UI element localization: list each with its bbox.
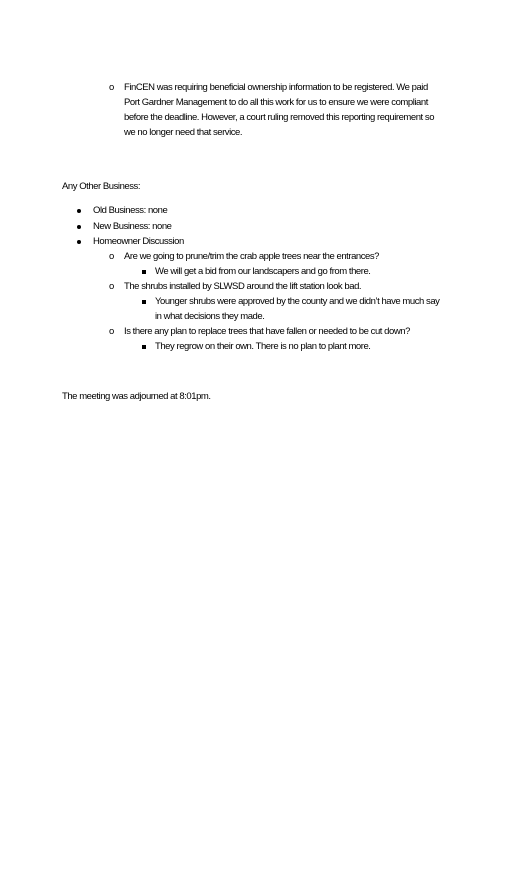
bullet-square-icon <box>142 345 146 349</box>
answer-crab-apple: We will get a bid from our landscapers and go from there. <box>155 266 371 277</box>
bullet-square-icon <box>142 300 146 304</box>
question-replace-trees: Is there any plan to replace trees that have fallen or needed to be cut down? <box>124 326 410 337</box>
fincen-line-1: FinCEN was requiring beneficial ownership information to be registered. We paid <box>124 82 428 93</box>
homeowner-discussion-item: Homeowner Discussion <box>93 236 184 247</box>
sub-bullet-marker: o <box>109 281 115 292</box>
sub-bullet-marker: o <box>109 326 115 337</box>
fincen-line-3: before the deadline. However, a court ruling removed this reporting requirement so <box>124 112 435 123</box>
bullet-dot-icon <box>77 209 81 213</box>
bullet-dot-icon <box>77 240 81 244</box>
other-business-heading: Any Other Business: <box>62 181 141 192</box>
new-business-item: New Business: none <box>93 221 172 232</box>
old-business-item: Old Business: none <box>93 205 168 216</box>
sub-bullet-marker: o <box>109 251 115 262</box>
adjournment-statement: The meeting was adjourned at 8:01pm. <box>62 391 211 402</box>
bullet-square-icon <box>142 270 146 274</box>
bullet-dot-icon <box>77 225 81 229</box>
fincen-line-2: Port Gardner Management to do all this work for us to ensure we were compliant <box>124 97 428 108</box>
question-crab-apple: Are we going to prune/trim the crab apple trees near the entrances? <box>124 251 380 262</box>
fincen-line-4: we no longer need that service. <box>124 127 243 138</box>
answer-replace-trees: They regrow on their own. There is no plan to plant more. <box>155 341 371 352</box>
answer-shrubs-line-1: Younger shrubs were approved by the county and we didn’t have much say <box>155 296 440 307</box>
sub-bullet-marker: o <box>109 82 115 93</box>
question-shrubs: The shrubs installed by SLWSD around the lift station look bad. <box>124 281 362 292</box>
answer-shrubs-line-2: in what decisions they made. <box>155 311 265 322</box>
